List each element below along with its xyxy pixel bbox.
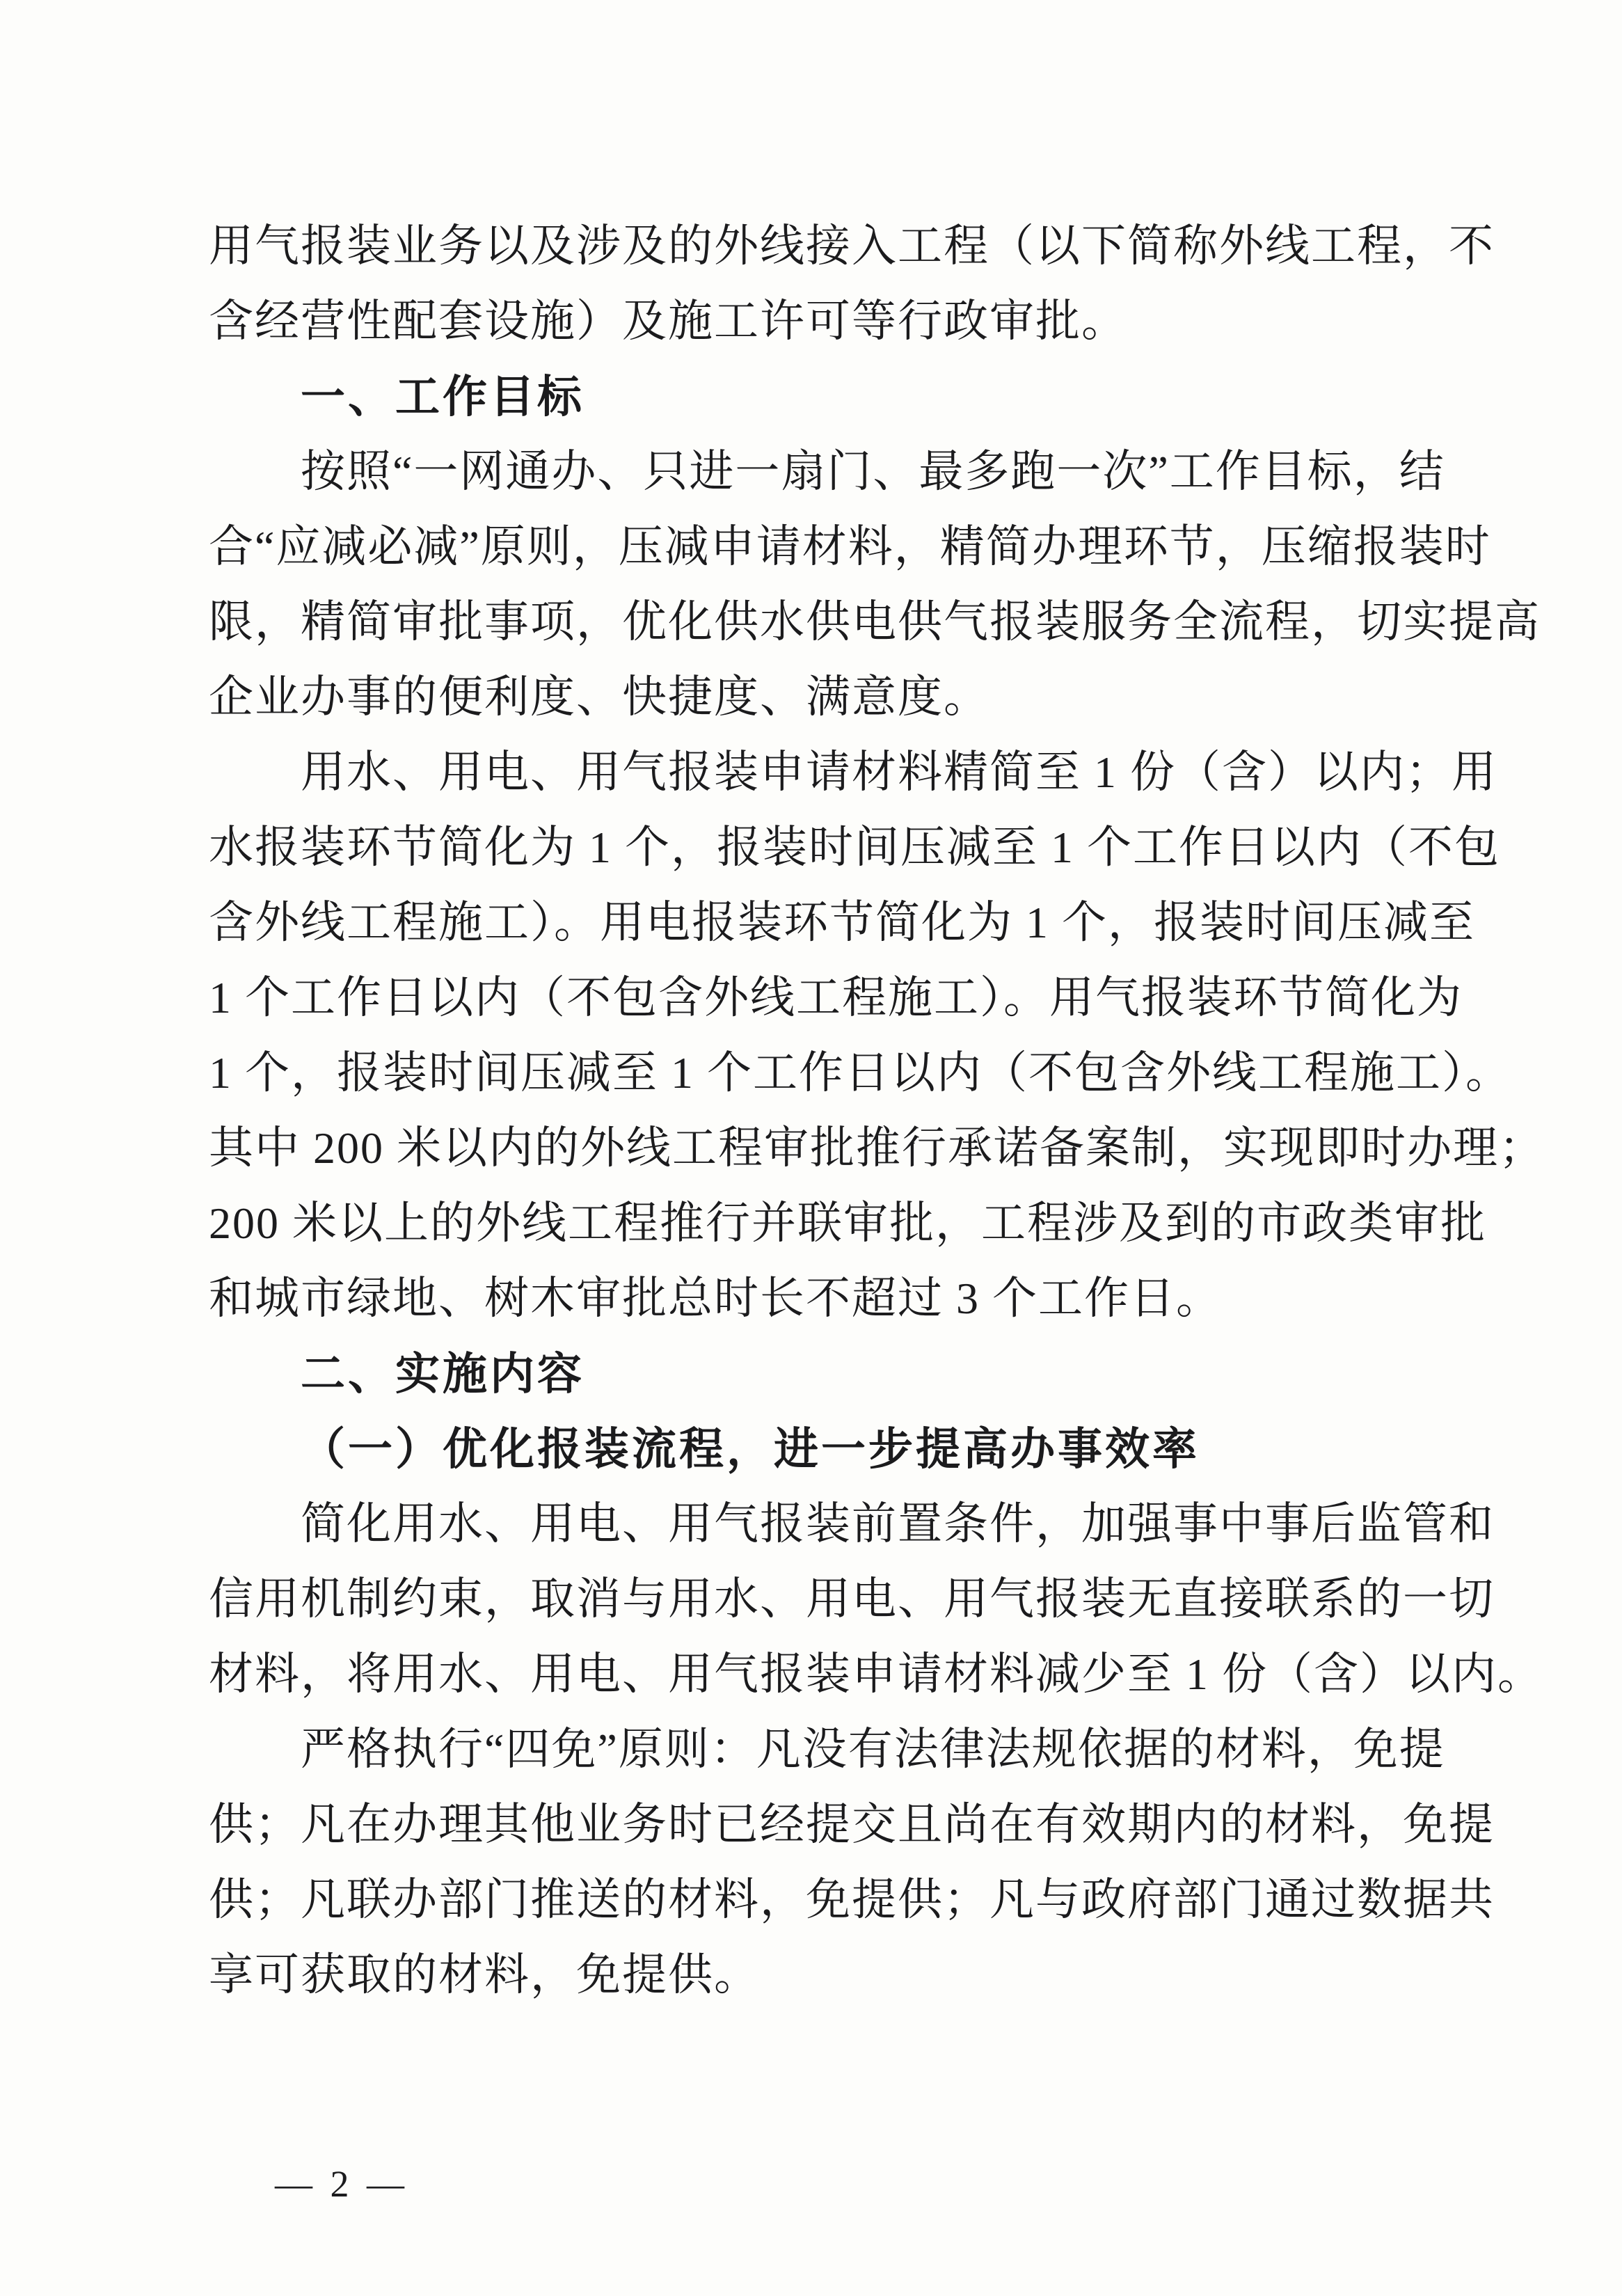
document-line: 材料，将用水、用电、用气报装申请材料减少至 1 份（含）以内。 xyxy=(209,1649,1543,1699)
document-line: 水报装环节简化为 1 个，报装时间压减至 1 个工作日以内（不包 xyxy=(209,823,1500,872)
document-line: 按照“一网通办、只进一扇门、最多跑一次”工作目标，结 xyxy=(301,447,1445,496)
page-number: — 2 — xyxy=(275,2163,408,2205)
document-line: 享可获取的材料，免提供。 xyxy=(209,1950,760,2000)
document-line: 简化用水、用电、用气报装前置条件，加强事中事后监管和 xyxy=(301,1499,1495,1549)
document-line: 合“应减必减”原则，压减申请材料，精简办理环节，压缩报装时 xyxy=(209,522,1491,571)
document-line: 信用机制约束，取消与用水、用电、用气报装无直接联系的一切 xyxy=(209,1574,1495,1624)
document-line: 含经营性配套设施）及施工许可等行政审批。 xyxy=(209,296,1127,346)
document-line: 1 个工作日以内（不包含外线工程施工）。用气报装环节简化为 xyxy=(209,973,1463,1022)
section-heading: 一、工作目标 xyxy=(301,372,585,422)
document-line: 企业办事的便利度、快捷度、满意度。 xyxy=(209,672,989,722)
document-line: 用气报装业务以及涉及的外线接入工程（以下简称外线工程，不 xyxy=(209,221,1495,271)
document-line: 200 米以上的外线工程推行并联审批，工程涉及到的市政类审批 xyxy=(209,1198,1486,1248)
document-line: 其中 200 米以内的外线工程审批推行承诺备案制，实现即时办理； xyxy=(209,1123,1545,1173)
document-body xyxy=(209,209,1545,2013)
document-line: 和城市绿地、树木审批总时长不超过 3 个工作日。 xyxy=(209,1274,1222,1323)
document-line: 供；凡在办理其他业务时已经提交且尚在有效期内的材料，免提 xyxy=(209,1800,1495,1849)
document-line: 供；凡联办部门推送的材料，免提供；凡与政府部门通过数据共 xyxy=(209,1875,1495,1924)
document-line: 含外线工程施工）。用电报装环节简化为 1 个，报装时间压减至 xyxy=(209,898,1475,947)
document-line: 1 个，报装时间压减至 1 个工作日以内（不包含外线工程施工）。 xyxy=(209,1048,1511,1098)
document-line: 限，精简审批事项，优化供水供电供气报装服务全流程，切实提高 xyxy=(209,597,1541,647)
document-line: 严格执行“四免”原则：凡没有法律法规依据的材料，免提 xyxy=(301,1725,1445,1774)
document-line: 用水、用电、用气报装申请材料精简至 1 份（含）以内；用 xyxy=(301,747,1497,797)
section-heading: 二、实施内容 xyxy=(301,1349,585,1399)
subsection-heading: （一）优化报装流程，进一步提高办事效率 xyxy=(301,1424,1200,1474)
